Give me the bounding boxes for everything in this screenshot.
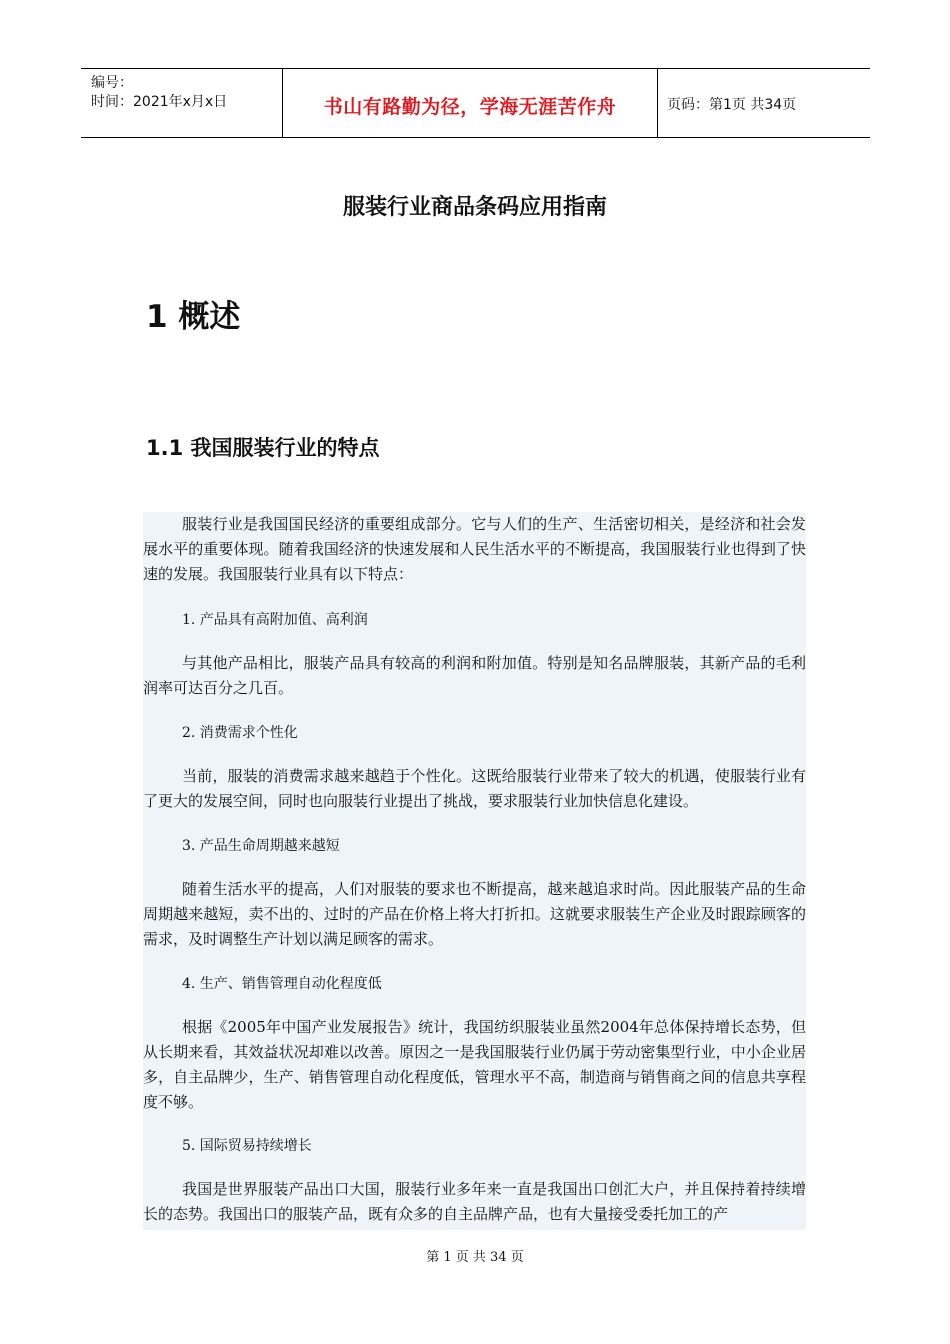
list-item-1: 1. 产品具有高附加值、高利润 [182,612,368,628]
chapter-heading: 1 概述 [146,299,241,335]
header-time-label: 时间：2021年x月x日 [91,94,228,110]
page-footer: 第 1 页 共 34 页 [426,1250,524,1265]
header-motto: 书山有路勤为径，学海无涯苦作舟 [323,96,617,118]
paragraph-item-1: 与其他产品相比，服装产品具有较高的利润和附加值。特别是知名品牌服装，其新产品的毛利润率可达百分之几百。 [143,654,806,697]
paragraph-intro: 服装行业是我国国民经济的重要组成部分。它与人们的生产、生活密切相关，是经济和社会发展水平的重要体现。随着我国经济的快速发展和人民生活水平的不断提高，我国服装行业也得到了快速的发展。我国服装行业具有以下特点： [143,515,806,583]
list-item-4: 4. 生产、销售管理自动化程度低 [182,976,382,992]
section-heading: 1.1 我国服装行业的特点 [146,436,380,460]
header-motto-cell [282,69,658,137]
header-page-info: 页码：第1页 共34页 [667,97,797,113]
paragraph-item-3: 随着生活水平的提高，人们对服装的要求也不断提高，越来越追求时尚。因此服装产品的生命周期越来越短，卖不出的、过时的产品在价格上将大打折扣。这就要求服装生产企业及时跟踪顾客的需求，及时调整生产计划以满足顾客的需求。 [143,880,806,948]
body-text-block [143,512,806,1230]
header-number-label: 编号： [91,75,133,91]
list-item-2: 2. 消费需求个性化 [182,725,298,741]
paragraph-item-4: 根据《2005年中国产业发展报告》统计，我国纺织服装业虽然2004年总体保持增长态势，但从长期来看，其效益状况却难以改善。原因之一是我国服装行业仍属于劳动密集型行业，中小企业居多，自主品牌少，生产、销售管理自动化程度低，管理水平不高，制造商与销售商之间的信息共享程度不够。 [143,1018,806,1111]
header-info-cell [81,69,281,137]
paragraph-item-2: 当前，服装的消费需求越来越趋于个性化。这既给服装行业带来了较大的机遇，使服装行业有了更大的发展空间，同时也向服装行业提出了挑战，要求服装行业加快信息化建设。 [143,767,806,810]
header-page-cell [657,69,870,137]
document-title: 服装行业商品条码应用指南 [342,195,607,220]
paragraph-item-5: 我国是世界服装产品出口大国，服装行业多年来一直是我国出口创汇大户，并且保持着持续增长的态势。我国出口的服装产品，既有众多的自主品牌产品，也有大量接受委托加工的产 [143,1180,806,1223]
page-header [81,68,870,138]
list-item-5: 5. 国际贸易持续增长 [182,1138,312,1154]
list-item-3: 3. 产品生命周期越来越短 [182,838,340,854]
